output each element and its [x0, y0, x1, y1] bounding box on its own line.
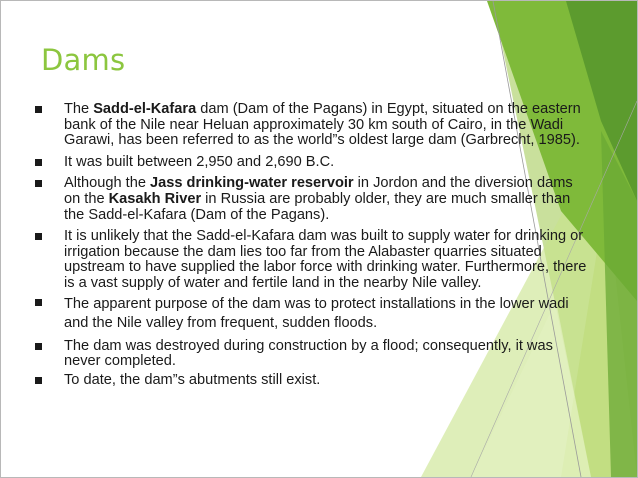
bullet-text: To date, the dam”s abutments still exist.	[64, 371, 321, 388]
bullet-square-icon	[35, 299, 42, 306]
bullet-text-bold: Jass drinking-water reservoir	[150, 175, 354, 192]
bullet-list	[31, 102, 591, 388]
bullet-text: dam (Dam of the Pagans) in Egypt, situated on the eastern bank of the Nile near Heluan approximately 30 km south of Cairo, in the Wadi Garawi, has been referred to as the world”s oldest large dam (Garbrecht, 1985).	[64, 101, 581, 149]
bullet-item	[31, 155, 591, 171]
bullet-text: The dam was destroyed during construction by a flood; consequently, it was never completed.	[64, 337, 553, 370]
bullet-text-bold: Sadd-el-Kafara	[93, 101, 197, 117]
bullet-item	[31, 373, 591, 389]
bullet-item	[31, 102, 591, 149]
bullet-text-bold: Kasakh River	[108, 190, 202, 207]
bullet-item	[31, 176, 591, 223]
bullet-square-icon	[35, 106, 42, 113]
bullet-text: Although the	[64, 175, 151, 192]
bullet-item	[31, 295, 591, 333]
bullet-item	[31, 339, 591, 370]
bullet-text: The	[64, 101, 94, 117]
bullet-square-icon	[35, 159, 42, 166]
bullet-square-icon	[35, 233, 42, 240]
bullet-square-icon	[35, 343, 42, 350]
bullet-text: in Jordon and the diversion dams on the	[64, 175, 573, 207]
bullet-text: in Russia are probably older, they are much smaller than the Sadd-el-Kafara (Dam of the Pagans).	[64, 190, 571, 223]
bullet-item	[31, 229, 591, 291]
bullet-text: It is unlikely that the Sadd-el-Kafara dam was built to supply water for drinking or irrigation because the dam lies too far from the Alabaster quarries situated upstream to have supplied the labor force with drinking water. Furthermore, there is a vast supply of water and fertile land in the nearby Nile valley.	[64, 228, 587, 291]
bullet-square-icon	[35, 377, 42, 384]
slide-title: Dams	[41, 43, 126, 77]
bullet-text: It was built between 2,950 and 2,690 B.C.	[64, 153, 335, 170]
bullet-square-icon	[35, 180, 42, 187]
bullet-text: The apparent purpose of the dam was to protect installations in the lower wadi and the Nile valley from frequent, sudden floods.	[64, 295, 569, 331]
